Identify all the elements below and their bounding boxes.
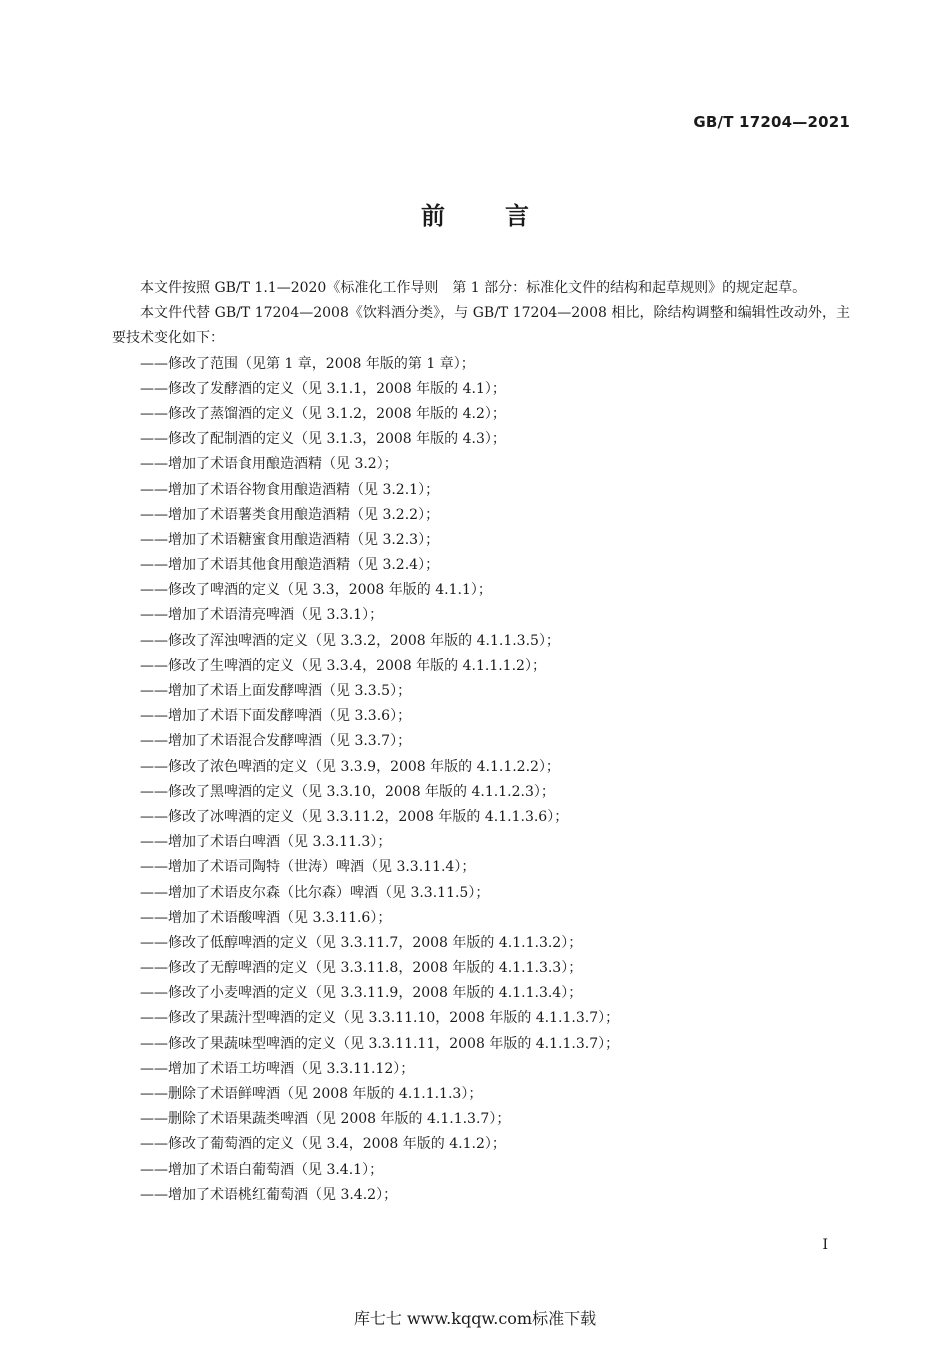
change-item: ——修改了小麦啤酒的定义（见 3.3.11.9，2008 年版的 4.1.1.3.4）； <box>140 985 583 1002</box>
change-item: ——删除了术语鲜啤酒（见 2008 年版的 4.1.1.1.3）； <box>140 1086 483 1103</box>
change-item: ——增加了术语食用酿造酒精（见 3.2）； <box>140 456 398 473</box>
change-item: ——修改了无醇啤酒的定义（见 3.3.11.8，2008 年版的 4.1.1.3.3）； <box>140 960 583 977</box>
change-item: ——增加了术语上面发酵啤酒（见 3.3.5）； <box>140 683 412 700</box>
change-item: ——增加了术语桃红葡萄酒（见 3.4.2）； <box>140 1186 398 1203</box>
change-item: ——修改了浑浊啤酒的定义（见 3.3.2，2008 年版的 4.1.1.3.5）； <box>140 632 560 649</box>
change-item: ——增加了术语皮尔森（比尔森）啤酒（见 3.3.11.5）； <box>140 884 490 901</box>
standard-number: GB/T 17204—2021 <box>693 113 850 131</box>
change-item: ——增加了术语司陶特（世涛）啤酒（见 3.3.11.4）； <box>140 859 476 876</box>
change-item: ——修改了黑啤酒的定义（见 3.3.10，2008 年版的 4.1.1.2.3）； <box>140 783 555 800</box>
change-item: ——增加了术语酸啤酒（见 3.3.11.6）； <box>140 909 392 926</box>
change-item: ——修改了范围（见第 1 章，2008 年版的第 1 章）； <box>140 355 475 372</box>
change-list <box>112 352 850 1208</box>
change-item: ——增加了术语清亮啤酒（见 3.3.1）； <box>140 607 384 624</box>
change-item: ——修改了低醇啤酒的定义（见 3.3.11.7，2008 年版的 4.1.1.3.2）； <box>140 934 583 951</box>
change-item: ——增加了术语下面发酵啤酒（见 3.3.6）； <box>140 708 412 725</box>
change-item: ——增加了术语谷物食用酿造酒精（见 3.2.1）； <box>140 481 440 498</box>
change-item: ——删除了术语果蔬类啤酒（见 2008 年版的 4.1.1.3.7）； <box>140 1111 511 1128</box>
change-item: ——增加了术语白啤酒（见 3.3.11.3）； <box>140 834 392 851</box>
change-item: ——增加了术语其他食用酿造酒精（见 3.2.4）； <box>140 557 440 574</box>
change-item: ——修改了啤酒的定义（见 3.3，2008 年版的 4.1.1）； <box>140 582 492 599</box>
change-item: ——增加了术语混合发酵啤酒（见 3.3.7）； <box>140 733 412 750</box>
change-item: ——修改了葡萄酒的定义（见 3.4，2008 年版的 4.1.2）； <box>140 1136 506 1153</box>
change-item: ——修改了配制酒的定义（见 3.1.3，2008 年版的 4.3）； <box>140 431 506 448</box>
change-item: ——修改了蒸馏酒的定义（见 3.1.2，2008 年版的 4.2）； <box>140 405 506 422</box>
page-title: 前言 <box>421 202 589 230</box>
change-item: ——修改了浓色啤酒的定义（见 3.3.9，2008 年版的 4.1.1.2.2）； <box>140 758 560 775</box>
change-item: ——修改了果蔬味型啤酒的定义（见 3.3.11.11，2008 年版的 4.1.1.3.7）； <box>140 1035 620 1052</box>
document-body <box>112 276 850 1208</box>
intro-paragraph: 本文件代替 GB/T 17204—2008《饮料酒分类》，与 GB/T 17204—2008 相比，除结构调整和编辑性改动外，主要技术变化如下： <box>112 305 850 347</box>
change-item: ——增加了术语糖蜜食用酿造酒精（见 3.2.3）； <box>140 531 440 548</box>
change-item: ——修改了冰啤酒的定义（见 3.3.11.2，2008 年版的 4.1.1.3.6）； <box>140 808 569 825</box>
change-item: ——增加了术语工坊啤酒（见 3.3.11.12）； <box>140 1060 415 1077</box>
change-item: ——增加了术语薯类食用酿造酒精（见 3.2.2）； <box>140 506 440 523</box>
footer-watermark: 库七七 www.kqqw.com标准下载 <box>353 1309 597 1328</box>
change-item: ——修改了发酵酒的定义（见 3.1.1，2008 年版的 4.1）； <box>140 380 506 397</box>
page-number: I <box>822 1237 828 1253</box>
intro-paragraph: 本文件按照 GB/T 1.1—2020《标准化工作导则 第 1 部分：标准化文件的结构和起草规则》的规定起草。 <box>140 280 807 296</box>
change-item: ——修改了果蔬汁型啤酒的定义（见 3.3.11.10，2008 年版的 4.1.1.3.7）； <box>140 1010 620 1027</box>
change-item: ——修改了生啤酒的定义（见 3.3.4，2008 年版的 4.1.1.1.2）； <box>140 657 546 674</box>
change-item: ——增加了术语白葡萄酒（见 3.4.1）； <box>140 1161 384 1178</box>
